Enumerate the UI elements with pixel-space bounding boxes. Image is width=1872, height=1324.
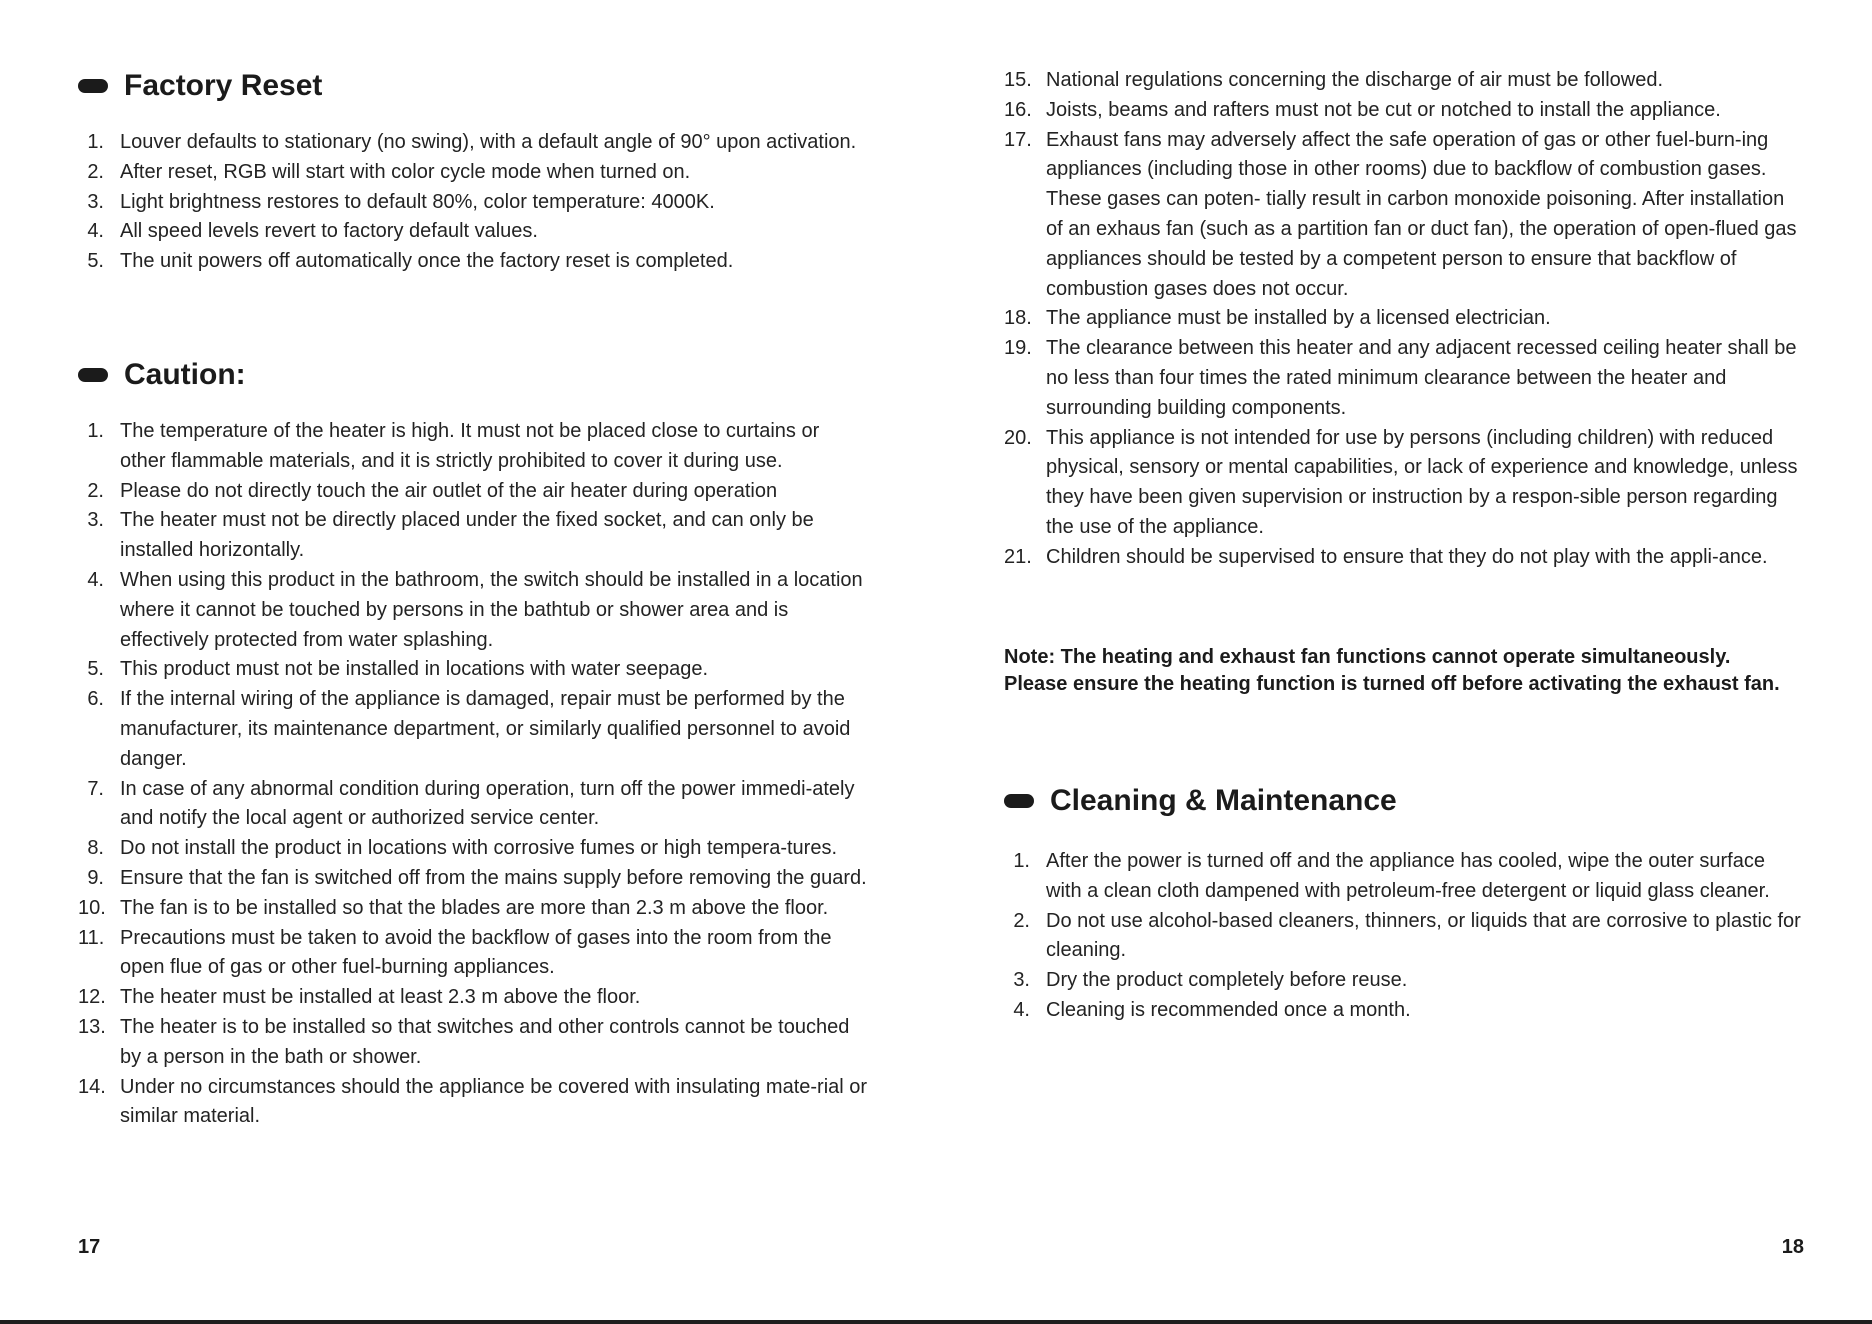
item-text: The temperature of the heater is high. It must not be placed close to curtains or other flammable materials, and it is strictly prohibited to cover it during use. — [120, 420, 820, 472]
cleaning-maintenance-section — [1004, 781, 1804, 1026]
item-text: Dry the product completely before reuse. — [1046, 969, 1408, 992]
caution-item — [78, 834, 868, 864]
caution-item — [78, 1013, 868, 1073]
item-number: 1. — [1013, 850, 1030, 872]
item-text: If the internal wiring of the appliance is damaged, repair must be performed by the manufacturer, its maintenance department, or similarly qualified personnel to avoid danger. — [120, 688, 851, 770]
caution-item — [78, 1073, 868, 1133]
left-page — [78, 0, 868, 1300]
item-number: 2. — [87, 479, 104, 502]
caution-heading — [78, 355, 868, 395]
caution-item — [78, 566, 868, 655]
factory-reset-item — [78, 217, 868, 247]
cleaning-title: Cleaning & Maintenance — [1050, 784, 1397, 817]
item-text: After reset, RGB will start with color cycle mode when turned on. — [120, 160, 691, 183]
item-text: Please do not directly touch the air outlet of the air heater during operation — [120, 479, 778, 502]
item-number: 2. — [1013, 909, 1030, 932]
item-text: When using this product in the bathroom, the switch should be installed in a location where it cannot be touched by persons in the bathtub or shower area and is effectively protected from water splashing. — [120, 568, 863, 651]
item-text: After the power is turned off and the appliance has cooled, wipe the outer surface with a clean cloth dampened with petroleum-free detergent or liquid glass cleaner. — [1046, 850, 1770, 902]
item-number: 18. — [1004, 307, 1032, 330]
caution-item — [78, 894, 868, 924]
item-number: 4. — [87, 568, 104, 591]
caution-list-continued — [1004, 66, 1804, 573]
item-number: 20. — [1004, 426, 1032, 449]
item-number: 4. — [1013, 998, 1030, 1021]
cleaning-heading — [1004, 781, 1804, 821]
item-text: Light brightness restores to default 80%, color temperature: 4000K. — [120, 190, 715, 213]
item-number: 19. — [1004, 337, 1032, 360]
caution-item — [78, 506, 868, 566]
factory-reset-item — [78, 158, 868, 188]
caution-item — [1004, 66, 1804, 96]
item-text: The clearance between this heater and any adjacent recessed ceiling heater shall be no less than four times the rated minimum clearance between the heater and surrounding building components. — [1046, 337, 1797, 419]
caution-item — [78, 983, 868, 1013]
item-number: 17. — [1004, 128, 1032, 151]
factory-reset-title: Factory Reset — [124, 69, 323, 102]
caution-item — [78, 655, 868, 685]
factory-reset-item — [78, 247, 868, 277]
caution-list — [78, 417, 868, 1132]
factory-reset-section — [78, 66, 868, 277]
item-number: 1. — [87, 131, 104, 153]
item-text: The heater is to be installed so that switches and other controls cannot be touched by a person in the bath or shower. — [120, 1015, 850, 1068]
item-number: 5. — [87, 250, 104, 273]
item-number: 16. — [1004, 98, 1032, 121]
page-number-left: 17 — [78, 1236, 101, 1258]
item-number: 3. — [87, 190, 104, 213]
item-number: 7. — [87, 777, 104, 800]
caution-item — [78, 417, 868, 477]
caution-item — [1004, 126, 1804, 305]
item-text: This appliance is not intended for use by persons (including children) with reduced physical, sensory or mental capabilities, or lack of experience and knowledge, unless they have been given supervision or instruction by a respon-sible person regarding the use of the appliance. — [1046, 426, 1798, 538]
item-text: This product must not be installed in locations with water seepage. — [120, 658, 709, 681]
item-number: 4. — [87, 220, 104, 243]
cleaning-item — [1004, 996, 1804, 1026]
item-number: 12. — [78, 986, 106, 1009]
item-number: 14. — [78, 1075, 106, 1098]
cleaning-item — [1004, 966, 1804, 996]
caution-item — [78, 685, 868, 774]
note-text: Note: The heating and exhaust fan functions cannot operate simultaneously. Please ensure the heating function is turned off before activating the exhaust fan. — [1004, 646, 1780, 695]
item-text: Cleaning is recommended once a month. — [1046, 998, 1411, 1021]
right-page — [1004, 0, 1804, 1300]
caution-item — [1004, 424, 1804, 543]
caution-item — [78, 924, 868, 984]
item-text: The heater must not be directly placed under the fixed socket, and can only be installed horizontally. — [120, 509, 814, 562]
item-number: 13. — [78, 1015, 106, 1038]
item-text: The heater must be installed at least 2.3 m above the floor. — [120, 986, 641, 1009]
factory-reset-heading — [78, 66, 868, 106]
item-number: 8. — [87, 837, 104, 860]
item-number: 2. — [87, 160, 104, 183]
factory-reset-list — [78, 128, 868, 277]
item-text: Precautions must be taken to avoid the backflow of gases into the room from the open flue of gas or other fuel-burning appliances. — [120, 926, 832, 979]
caution-item — [78, 775, 868, 835]
cleaning-item — [1004, 907, 1804, 967]
item-text: All speed levels revert to factory default values. — [120, 220, 538, 243]
item-text: In case of any abnormal condition during operation, turn off the power immedi-ately and notify the local agent or authorized service center. — [120, 777, 855, 830]
item-text: The appliance must be installed by a licensed electrician. — [1046, 307, 1551, 330]
item-number: 21. — [1004, 545, 1032, 568]
cleaning-list — [1004, 847, 1804, 1026]
factory-reset-item — [78, 188, 868, 218]
heading-bullet-icon — [78, 79, 108, 93]
factory-reset-item — [78, 128, 868, 158]
item-text: The unit powers off automatically once the factory reset is completed. — [120, 250, 734, 273]
item-number: 11. — [78, 926, 105, 949]
item-number: 6. — [87, 688, 104, 711]
caution-section — [78, 355, 868, 1132]
caution-item — [1004, 96, 1804, 126]
item-text: National regulations concerning the discharge of air must be followed. — [1046, 69, 1664, 91]
item-text: Joists, beams and rafters must not be cut or notched to install the appliance. — [1046, 98, 1721, 121]
item-text: Louver defaults to stationary (no swing), with a default angle of 90° upon activation. — [120, 131, 857, 153]
caution-item — [78, 864, 868, 894]
item-text: The fan is to be installed so that the blades are more than 2.3 m above the floor. — [120, 896, 829, 919]
item-number: 10. — [78, 896, 106, 919]
item-number: 3. — [1013, 969, 1030, 992]
page-number-right: 18 — [1781, 1236, 1804, 1258]
caution-item — [78, 477, 868, 507]
heading-bullet-icon — [78, 368, 108, 382]
item-text: Do not use alcohol-based cleaners, thinners, or liquids that are corrosive to plastic for cleaning. — [1046, 909, 1801, 962]
item-text: Exhaust fans may adversely affect the safe operation of gas or other fuel-burn-ing appliances (including those in other rooms) due to backflow of combustion gases. These gases can poten- tially result in carbon monoxide poisoning. After installation of an exhaus fan (such as a partition fan or duct fan), the operation of open-flued gas appliances should be tested by a competent person to ensure that backflow of combustion gases does not occur. — [1046, 128, 1797, 300]
bottom-edge-bar — [0, 1320, 1872, 1324]
item-number: 3. — [87, 509, 104, 532]
heading-bullet-icon — [1004, 794, 1034, 808]
caution-item — [1004, 334, 1804, 423]
item-text: Do not install the product in locations with corrosive fumes or high tempera-tures. — [120, 837, 838, 860]
item-text: Ensure that the fan is switched off from the mains supply before removing the guard. — [120, 866, 867, 889]
item-text: Under no circumstances should the appliance be covered with insulating mate-rial or similar material. — [120, 1075, 868, 1128]
cleaning-item — [1004, 847, 1804, 907]
item-number: 1. — [87, 420, 104, 442]
item-number: 15. — [1004, 69, 1032, 91]
item-text: Children should be supervised to ensure that they do not play with the appli-ance. — [1046, 545, 1768, 568]
item-number: 9. — [87, 866, 104, 889]
caution-item — [1004, 304, 1804, 334]
caution-title: Caution: — [124, 358, 246, 391]
item-number: 5. — [87, 658, 104, 681]
caution-item — [1004, 543, 1804, 573]
